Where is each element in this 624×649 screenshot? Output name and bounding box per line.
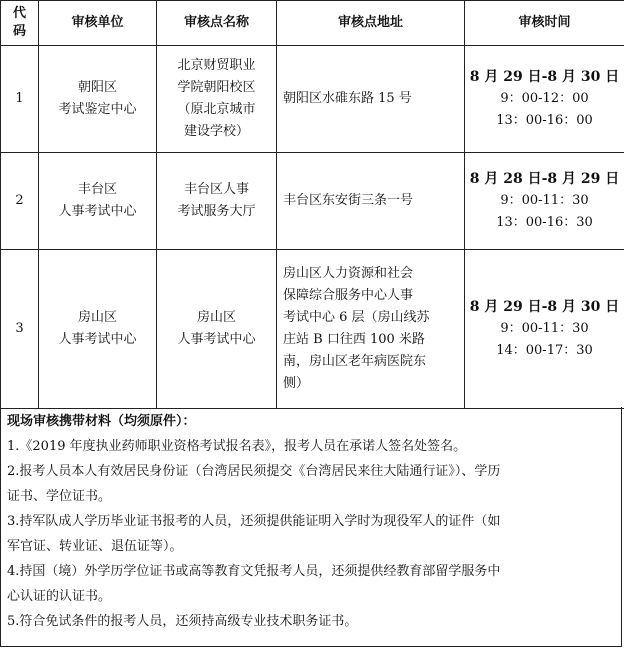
address-line: 庄站 B 口往西 100 米路 — [283, 332, 425, 347]
row-unit — [39, 46, 157, 153]
address-line: 房山区人力资源和社会 — [283, 266, 414, 281]
row-unit — [39, 153, 157, 250]
materials-item: 5.符合免试条件的报考人员，还须持高级专业技术职务证书。 — [7, 614, 358, 629]
materials-item: 心认证的认证书。 — [7, 589, 112, 604]
header-code-line-2: 码 — [12, 24, 26, 39]
row-code: 3 — [1, 250, 39, 409]
unit-line: 丰台区 — [77, 182, 117, 197]
header-unit: 审核单位 — [39, 1, 157, 46]
header-time: 审核时间 — [465, 1, 624, 46]
header-code-line-1: 代 — [12, 6, 26, 21]
row-code: 1 — [1, 46, 39, 153]
name-line: 考试服务大厅 — [177, 204, 256, 219]
materials-item: 2.报考人员本人有效居民身份证（台湾居民须提交《台湾居民来往大陆通行证》）、学历 — [7, 464, 501, 479]
time-slot: 13：00-16：00 — [496, 113, 593, 128]
unit-line: 人事考试中心 — [58, 332, 137, 347]
row-address: 丰台区东安街三条一号 — [277, 153, 465, 250]
table-row — [1, 46, 624, 153]
time-slot: 14：00-17：30 — [496, 343, 593, 358]
unit-line: 人事考试中心 — [58, 204, 137, 219]
row-address — [277, 250, 465, 409]
name-line: （原北京城市 — [177, 102, 256, 117]
row-code: 2 — [1, 153, 39, 250]
name-line: 丰台区人事 — [183, 182, 249, 197]
name-line: 北京财贸职业 — [177, 58, 256, 73]
row-unit — [39, 250, 157, 409]
row-name — [157, 153, 277, 250]
date-range: 8 月 29 日-8 月 30 日 — [469, 299, 620, 315]
address-line: 保障综合服务中心人事 — [283, 288, 414, 303]
unit-line: 朝阳区 — [77, 80, 117, 95]
table-row — [1, 153, 624, 250]
time-slot: 9：00-12：00 — [500, 91, 589, 106]
row-name — [157, 250, 277, 409]
unit-line: 房山区 — [77, 310, 117, 325]
materials-item: 军官证、转业证、退伍证等）。 — [7, 539, 183, 554]
date-range: 8 月 29 日-8 月 30 日 — [469, 69, 620, 85]
address-line: 南，房山区老年病医院东 — [283, 354, 427, 369]
materials-item: 4.持国（境）外学历学位证书或高等教育文凭报考人员，还须提供经教育部留学服务中 — [7, 564, 501, 579]
time-slot: 9：00-11：30 — [500, 193, 589, 208]
date-range: 8 月 28 日-8 月 29 日 — [469, 171, 620, 187]
name-line: 建设学校） — [183, 124, 249, 139]
header-name: 审核点名称 — [157, 1, 277, 46]
time-slot: 13：00-16：30 — [496, 215, 593, 230]
row-name — [157, 46, 277, 153]
row-time — [465, 153, 624, 250]
row-time — [465, 46, 624, 153]
name-line: 学院朝阳校区 — [177, 80, 256, 95]
address-line: 侧） — [283, 376, 310, 391]
name-line: 人事考试中心 — [177, 332, 256, 347]
materials-item: 3.持军队成人学历毕业证书报考的人员，还须提供能证明入学时为现役军人的证件（如 — [7, 514, 501, 529]
materials-item: 1.《2019 年度执业药师职业资格考试报名表》，报考人员在承诺人签名处签名。 — [7, 439, 467, 454]
materials-title: 现场审核携带材料（均须原件）： — [7, 414, 196, 429]
table-row — [1, 250, 624, 409]
row-time — [465, 250, 624, 409]
address-line: 考试中心 6 层（房山线苏 — [283, 310, 430, 325]
unit-line: 考试鉴定中心 — [58, 102, 137, 117]
materials-item: 证书、学位证书。 — [7, 489, 112, 504]
table-header-row — [1, 1, 624, 46]
materials-section — [0, 407, 622, 647]
header-address: 审核点地址 — [277, 1, 465, 46]
header-code — [1, 1, 39, 46]
row-address: 朝阳区水碓东路 15 号 — [277, 46, 465, 153]
name-line: 房山区 — [196, 310, 236, 325]
time-slot: 9：00-11：30 — [500, 321, 589, 336]
